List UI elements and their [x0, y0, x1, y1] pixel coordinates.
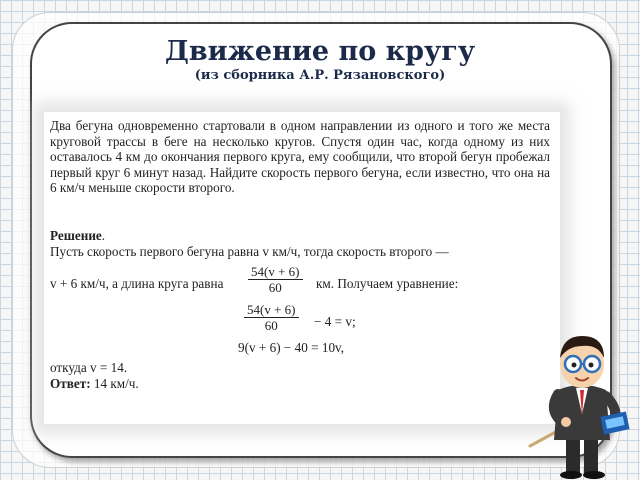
teacher-cartoon-icon [522, 318, 640, 480]
answer-line [50, 376, 139, 392]
equation-1-fraction [244, 302, 299, 333]
solution-conclusion: откуда v = 14. [50, 360, 128, 375]
equation-1-numerator: 54(v + 6) [244, 302, 299, 318]
solution-line-2b: км. Получаем уравнение: [316, 276, 459, 291]
circle-length-fraction [248, 264, 303, 295]
solution-line-2a: v + 6 км/ч, а длина круга равна [50, 276, 224, 291]
solution-heading: Решение. [50, 228, 106, 243]
circle-length-denominator: 60 [268, 280, 282, 295]
equation-2: 9(v + 6) − 40 = 10v, [238, 340, 345, 355]
slide-subtitle: (из сборника А.Р. Рязановского) [194, 68, 446, 83]
answer-value: 14 км/ч. [90, 376, 139, 391]
circle-length-numerator: 54(v + 6) [248, 264, 303, 280]
problem-scan [44, 112, 560, 424]
slide-title: Движение по кругу [164, 36, 476, 67]
problem-text: Два бегуна одновременно стартовали в одном направлении из одного и того же места круговой трассы в беге на несколько кругов. Спустя один час, когда одному из них оставалось 4 км до окончания первого круга, ему сообщили, что второй бегун пробежал первый круг 6 минут назад. Найдите скорость первого бегуна, если известно, что она на 6 км/ч меньше скорости второго. [50, 118, 550, 195]
equation-1-rhs: − 4 = v; [314, 314, 356, 329]
solution-heading-label: Решение [50, 228, 102, 243]
solution-line-1: Пусть скорость первого бегуна равна v км/ч, тогда скорость второго — [50, 244, 449, 259]
answer-label: Ответ: [50, 376, 91, 391]
equation-1-denominator: 60 [264, 318, 278, 333]
